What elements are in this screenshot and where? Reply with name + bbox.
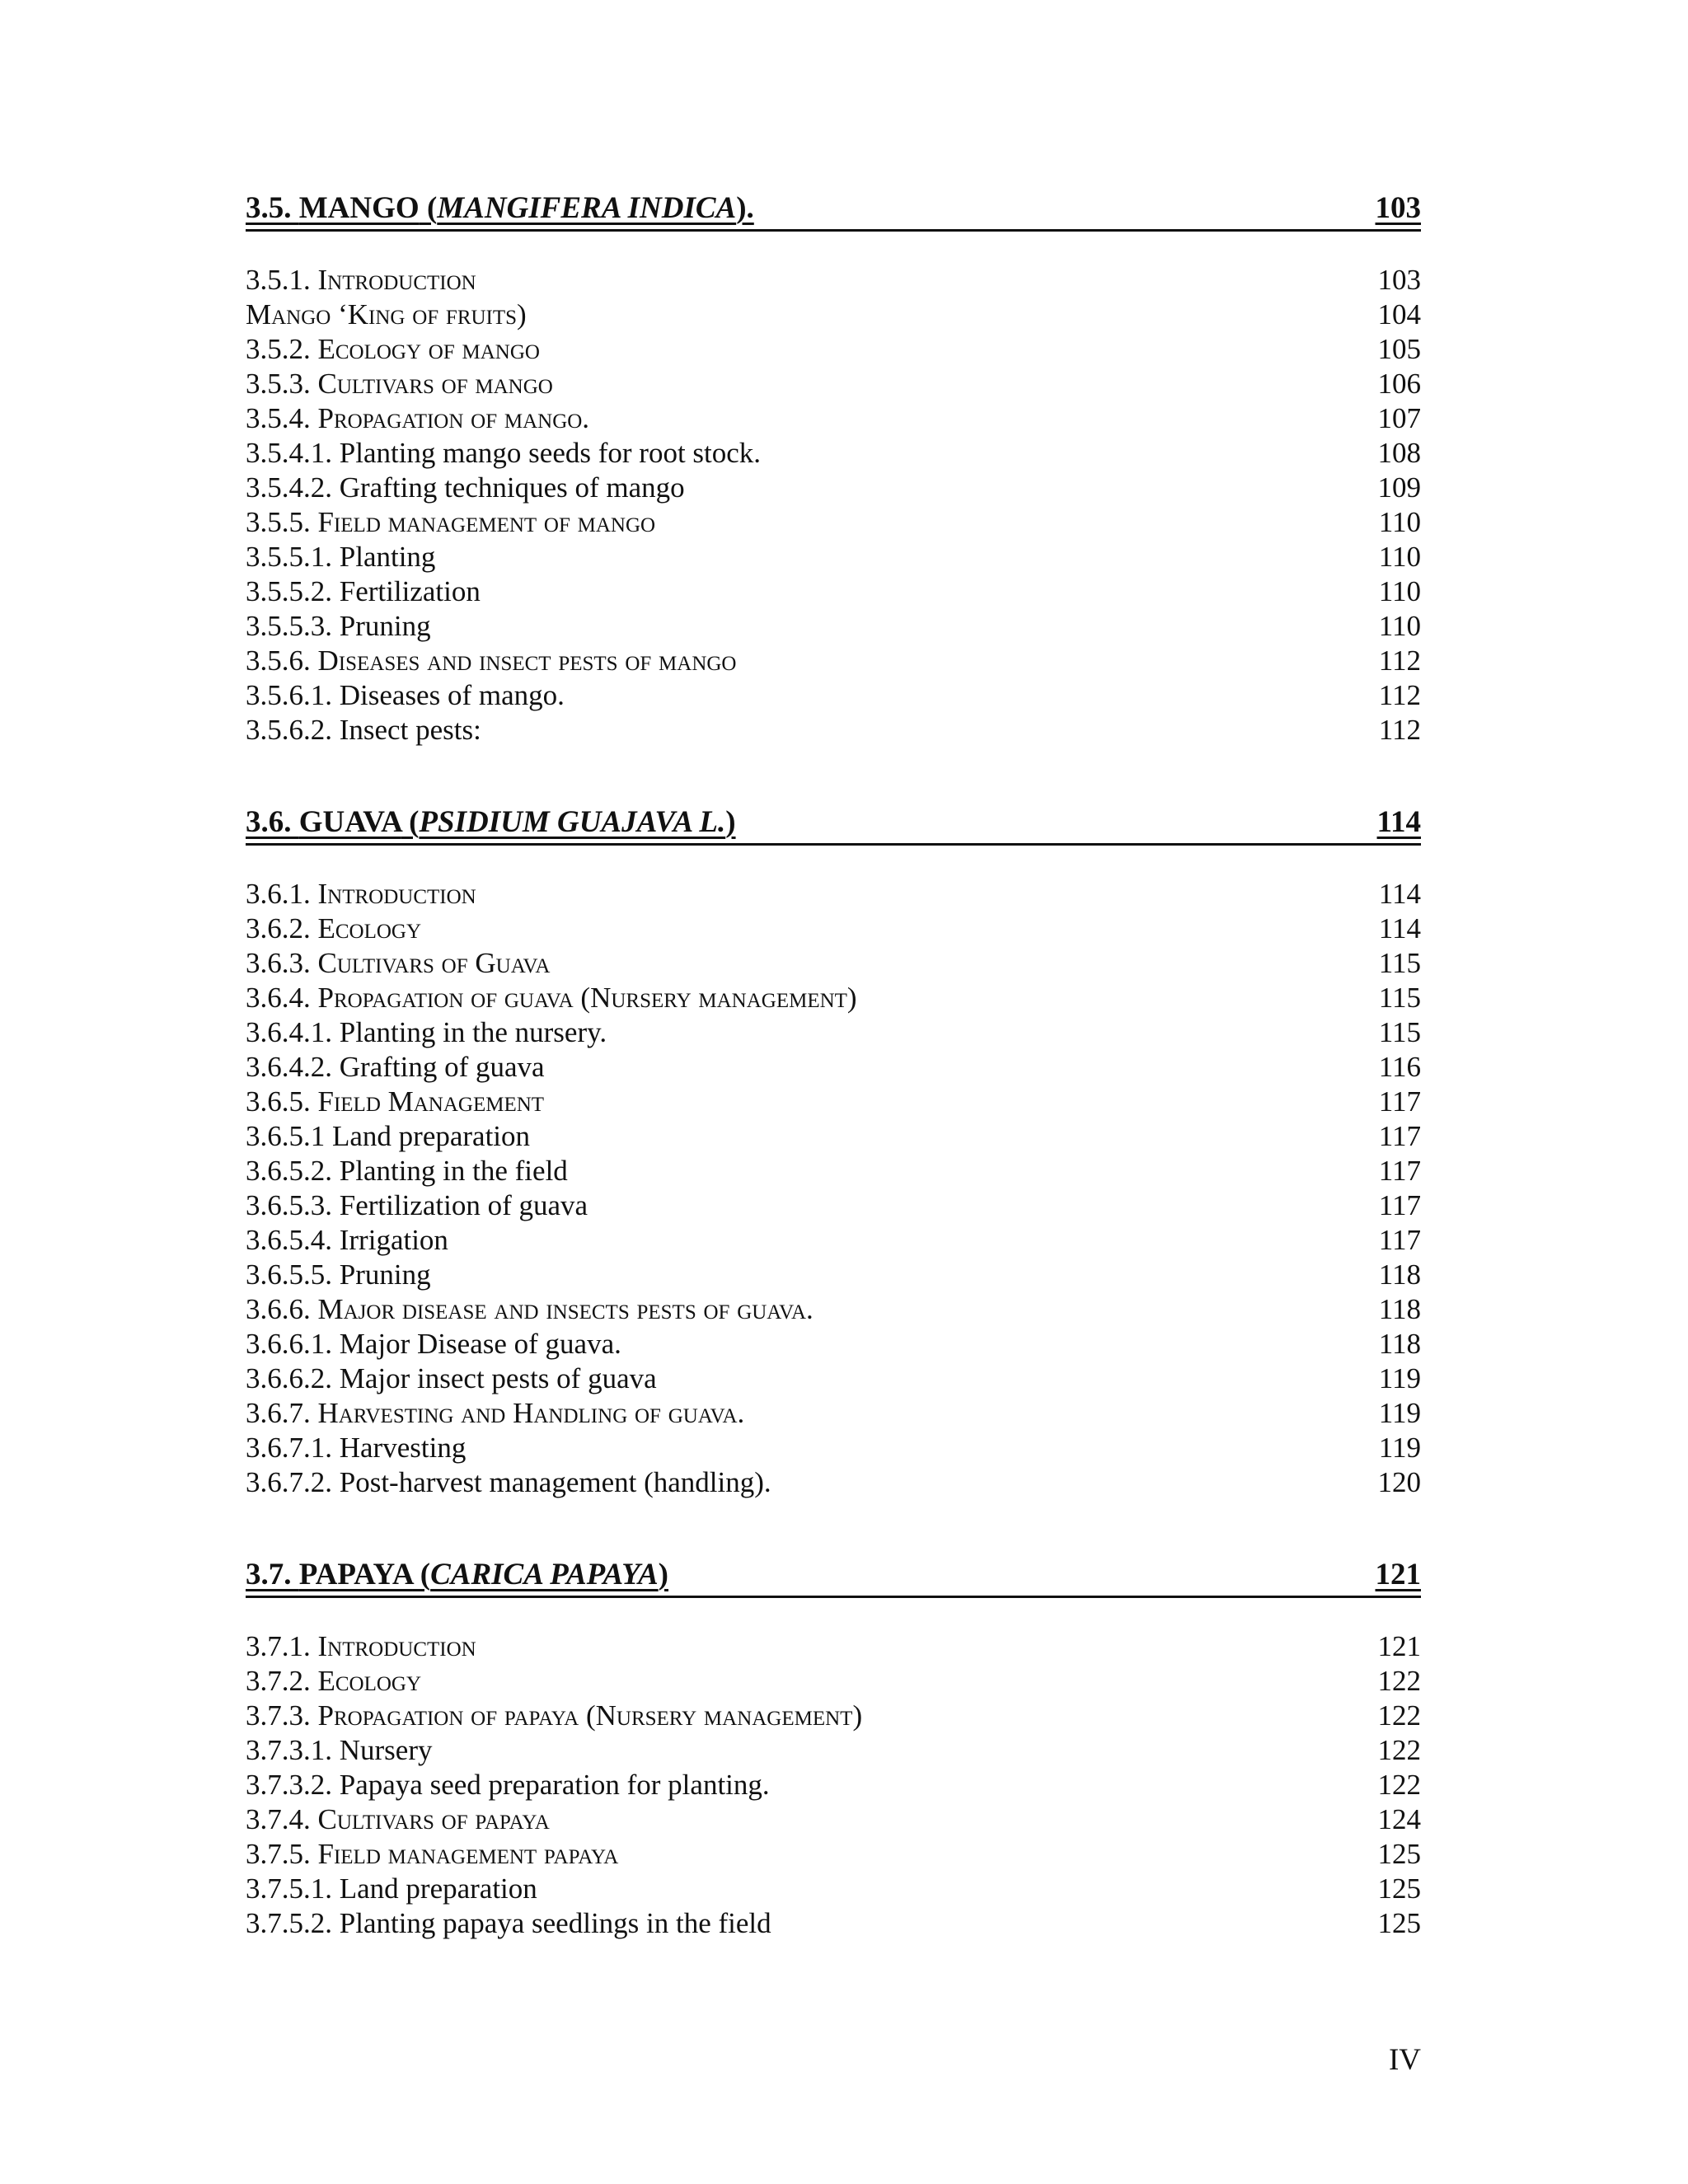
toc-entry-label: 3.7.3. Propagation of papaya (Nursery management) bbox=[246, 1699, 863, 1732]
toc-entry[interactable] bbox=[246, 1188, 1421, 1223]
toc-entry-page: 118 bbox=[1378, 1293, 1421, 1325]
toc-entry[interactable] bbox=[246, 1431, 1421, 1465]
toc-entry-label: 3.6.5.1 Land preparation bbox=[246, 1120, 531, 1152]
toc-entry[interactable] bbox=[246, 644, 1421, 678]
toc-entry-label: 3.7.4. Cultivars of papaya bbox=[246, 1803, 550, 1835]
toc-entry-page: 106 bbox=[1377, 368, 1421, 400]
toc-entry-label: 3.7.2. Ecology bbox=[246, 1665, 422, 1697]
section-heading[interactable] bbox=[246, 802, 1421, 846]
toc-entry[interactable] bbox=[246, 1361, 1421, 1396]
toc-entry[interactable] bbox=[246, 436, 1421, 471]
toc-entry-label: 3.5.4. Propagation of mango. bbox=[246, 402, 590, 434]
toc-entry[interactable] bbox=[246, 1119, 1421, 1154]
section-name: MANGO bbox=[298, 191, 420, 225]
toc-entry-label: 3.5.3. Cultivars of mango bbox=[246, 368, 553, 400]
toc-entry-label: 3.6.7.1. Harvesting bbox=[246, 1432, 467, 1464]
toc-entry-label: 3.6.3. Cultivars of Guava bbox=[246, 947, 551, 979]
toc-entry-page: 125 bbox=[1377, 1907, 1421, 1939]
section-number: 3.6. bbox=[246, 805, 292, 839]
toc-entry[interactable] bbox=[246, 401, 1421, 436]
toc-entry-label: 3.6.5. Field Management bbox=[246, 1085, 545, 1118]
toc-entry[interactable] bbox=[246, 877, 1421, 912]
toc-entry-page: 124 bbox=[1377, 1803, 1421, 1835]
toc-entry-page: 112 bbox=[1378, 714, 1421, 746]
section-title-suffix: ). bbox=[736, 191, 754, 225]
toc-entry-page: 117 bbox=[1378, 1085, 1421, 1118]
toc-entry[interactable] bbox=[246, 1664, 1421, 1699]
toc-entry-label: 3.5.6. Diseases and insect pests of mango bbox=[246, 644, 737, 677]
toc-entry[interactable] bbox=[246, 1802, 1421, 1837]
toc-entry-page: 121 bbox=[1377, 1630, 1421, 1662]
table-of-contents bbox=[246, 188, 1421, 1995]
toc-entry-page: 105 bbox=[1377, 333, 1421, 365]
toc-entry-page: 103 bbox=[1377, 264, 1421, 296]
toc-entry[interactable] bbox=[246, 1768, 1421, 1802]
toc-section bbox=[246, 188, 1421, 748]
toc-entry-label: 3.6.6. Major disease and insects pests of guava. bbox=[246, 1293, 814, 1325]
section-title-suffix: ) bbox=[658, 1558, 668, 1591]
section-latin-name: MANGIFERA INDICA bbox=[437, 191, 737, 225]
toc-entry-page: 110 bbox=[1378, 610, 1421, 642]
toc-entry-page: 125 bbox=[1377, 1872, 1421, 1905]
toc-entry-page: 119 bbox=[1378, 1397, 1421, 1429]
toc-entry[interactable] bbox=[246, 1872, 1421, 1906]
toc-entry-label: 3.7.5.2. Planting papaya seedlings in the field bbox=[246, 1907, 771, 1939]
toc-entry-page: 117 bbox=[1378, 1155, 1421, 1187]
toc-entry-page: 117 bbox=[1378, 1189, 1421, 1221]
toc-entry-label: 3.7.3.1. Nursery bbox=[246, 1734, 433, 1766]
section-title-suffix: ) bbox=[725, 805, 736, 839]
toc-entry-page: 110 bbox=[1378, 506, 1421, 538]
toc-entry[interactable] bbox=[246, 713, 1421, 748]
toc-entry[interactable] bbox=[246, 912, 1421, 946]
toc-entry[interactable] bbox=[246, 1837, 1421, 1872]
toc-entry-label: 3.6.4.2. Grafting of guava bbox=[246, 1051, 545, 1083]
toc-entry-label: 3.6.7.2. Post-harvest management (handling). bbox=[246, 1466, 771, 1498]
toc-entry[interactable] bbox=[246, 1906, 1421, 1941]
toc-entry[interactable] bbox=[246, 1050, 1421, 1085]
toc-entry[interactable] bbox=[246, 1258, 1421, 1292]
toc-entry-label: 3.5.5. Field management of mango bbox=[246, 506, 656, 538]
toc-entry-label: 3.7.5. Field management papaya bbox=[246, 1838, 619, 1870]
toc-entry[interactable] bbox=[246, 678, 1421, 713]
toc-entry-label: 3.5.5.3. Pruning bbox=[246, 610, 431, 642]
toc-entry-page: 118 bbox=[1378, 1328, 1421, 1360]
toc-entry-label: 3.6.4. Propagation of guava (Nursery management) bbox=[246, 982, 857, 1014]
toc-entry-page: 122 bbox=[1377, 1734, 1421, 1766]
toc-entry-page: 117 bbox=[1378, 1120, 1421, 1152]
toc-entry[interactable] bbox=[246, 505, 1421, 540]
toc-entry[interactable] bbox=[246, 609, 1421, 644]
toc-entry-page: 119 bbox=[1378, 1432, 1421, 1464]
section-heading[interactable] bbox=[246, 188, 1421, 232]
toc-entry-label: 3.7.3.2. Papaya seed preparation for planting. bbox=[246, 1769, 770, 1801]
toc-entry[interactable] bbox=[246, 1629, 1421, 1664]
toc-entry-label: 3.7.1. Introduction bbox=[246, 1630, 476, 1662]
toc-entry-label: 3.6.5.3. Fertilization of guava bbox=[246, 1189, 588, 1221]
toc-entry-label: 3.7.5.1. Land preparation bbox=[246, 1872, 537, 1905]
toc-entry[interactable] bbox=[246, 263, 1421, 298]
toc-entry[interactable] bbox=[246, 1733, 1421, 1768]
toc-entry-page: 114 bbox=[1378, 878, 1421, 910]
toc-entry-label: 3.6.2. Ecology bbox=[246, 912, 422, 944]
toc-entry-label: 3.6.4.1. Planting in the nursery. bbox=[246, 1016, 607, 1048]
toc-entry-label: 3.6.1. Introduction bbox=[246, 878, 476, 910]
toc-entry-label: 3.5.1. Introduction bbox=[246, 264, 476, 296]
toc-entry[interactable] bbox=[246, 1465, 1421, 1500]
toc-entry-label: Mango ‘King of fruits) bbox=[246, 298, 527, 330]
toc-entry[interactable] bbox=[246, 471, 1421, 505]
toc-entry-label: 3.6.6.2. Major insect pests of guava bbox=[246, 1362, 657, 1394]
toc-entry-page: 109 bbox=[1377, 471, 1421, 504]
toc-entry-label: 3.6.5.2. Planting in the field bbox=[246, 1155, 568, 1187]
toc-entry-label: 3.5.4.2. Grafting techniques of mango bbox=[246, 471, 685, 504]
toc-entry-page: 117 bbox=[1378, 1224, 1421, 1256]
toc-entry-label: 3.6.5.4. Irrigation bbox=[246, 1224, 448, 1256]
toc-entry-label: 3.5.6.1. Diseases of mango. bbox=[246, 679, 565, 711]
toc-entry-label: 3.5.5.2. Fertilization bbox=[246, 575, 481, 607]
toc-entry[interactable] bbox=[246, 1015, 1421, 1050]
toc-section bbox=[246, 802, 1421, 1500]
section-number: 3.5. bbox=[246, 191, 292, 225]
toc-entry[interactable] bbox=[246, 574, 1421, 609]
section-name: PAPAYA bbox=[298, 1558, 413, 1591]
toc-entry-label: 3.6.5.5. Pruning bbox=[246, 1258, 431, 1291]
toc-entry-page: 115 bbox=[1378, 947, 1421, 979]
toc-entry[interactable] bbox=[246, 1327, 1421, 1361]
toc-entry-page: 116 bbox=[1378, 1051, 1421, 1083]
section-title: 3.5. MANGO (MANGIFERA INDICA). bbox=[246, 191, 754, 225]
page-number: IV bbox=[1388, 2043, 1421, 2077]
toc-entry-label: 3.5.5.1. Planting bbox=[246, 541, 436, 573]
toc-entry-page: 115 bbox=[1378, 982, 1421, 1014]
toc-entry[interactable] bbox=[246, 1396, 1421, 1431]
toc-entry-page: 107 bbox=[1377, 402, 1421, 434]
toc-entry-page: 125 bbox=[1377, 1838, 1421, 1870]
toc-entry[interactable] bbox=[246, 946, 1421, 981]
toc-entry-page: 112 bbox=[1378, 644, 1421, 677]
section-name: GUAVA bbox=[298, 805, 401, 839]
toc-entry[interactable] bbox=[246, 298, 1421, 332]
toc-entry[interactable] bbox=[246, 1154, 1421, 1188]
toc-entry-page: 110 bbox=[1378, 575, 1421, 607]
section-latin-name: CARICA PAPAYA bbox=[430, 1558, 659, 1591]
toc-entry[interactable] bbox=[246, 1223, 1421, 1258]
toc-entry[interactable] bbox=[246, 981, 1421, 1015]
toc-entry[interactable] bbox=[246, 540, 1421, 574]
toc-entry[interactable] bbox=[246, 367, 1421, 401]
toc-entry-page: 122 bbox=[1377, 1699, 1421, 1732]
toc-entry-page: 122 bbox=[1377, 1665, 1421, 1697]
section-title: 3.6. GUAVA (PSIDIUM GUAJAVA L.) bbox=[246, 805, 736, 839]
toc-section bbox=[246, 1554, 1421, 1941]
toc-entry-page: 122 bbox=[1377, 1769, 1421, 1801]
section-page-number: 121 bbox=[1375, 1558, 1421, 1591]
toc-entry-page: 108 bbox=[1377, 437, 1421, 469]
toc-entry-label: 3.5.2. Ecology of mango bbox=[246, 333, 540, 365]
toc-entry-page: 114 bbox=[1378, 912, 1421, 944]
toc-entry-page: 112 bbox=[1378, 679, 1421, 711]
toc-entry-label: 3.6.7. Harvesting and Handling of guava. bbox=[246, 1397, 745, 1429]
toc-entry-label: 3.5.4.1. Planting mango seeds for root stock. bbox=[246, 437, 762, 469]
toc-entry-page: 115 bbox=[1378, 1016, 1421, 1048]
section-title: 3.7. PAPAYA (CARICA PAPAYA) bbox=[246, 1558, 668, 1591]
toc-entry[interactable] bbox=[246, 1085, 1421, 1119]
toc-entry-page: 104 bbox=[1377, 298, 1421, 330]
toc-entry-page: 119 bbox=[1378, 1362, 1421, 1394]
toc-entry-page: 118 bbox=[1378, 1258, 1421, 1291]
section-heading[interactable] bbox=[246, 1554, 1421, 1598]
toc-entry-page: 120 bbox=[1377, 1466, 1421, 1498]
toc-entry[interactable] bbox=[246, 1699, 1421, 1733]
toc-entry[interactable] bbox=[246, 1292, 1421, 1327]
toc-entry-label: 3.5.6.2. Insect pests: bbox=[246, 714, 481, 746]
section-page-number: 103 bbox=[1375, 191, 1421, 225]
toc-entry-page: 110 bbox=[1378, 541, 1421, 573]
toc-entry[interactable] bbox=[246, 332, 1421, 367]
section-page-number: 114 bbox=[1376, 805, 1421, 839]
section-number: 3.7. bbox=[246, 1558, 292, 1591]
toc-entry-label: 3.6.6.1. Major Disease of guava. bbox=[246, 1328, 621, 1360]
section-latin-name: PSIDIUM GUAJAVA L. bbox=[419, 805, 726, 839]
